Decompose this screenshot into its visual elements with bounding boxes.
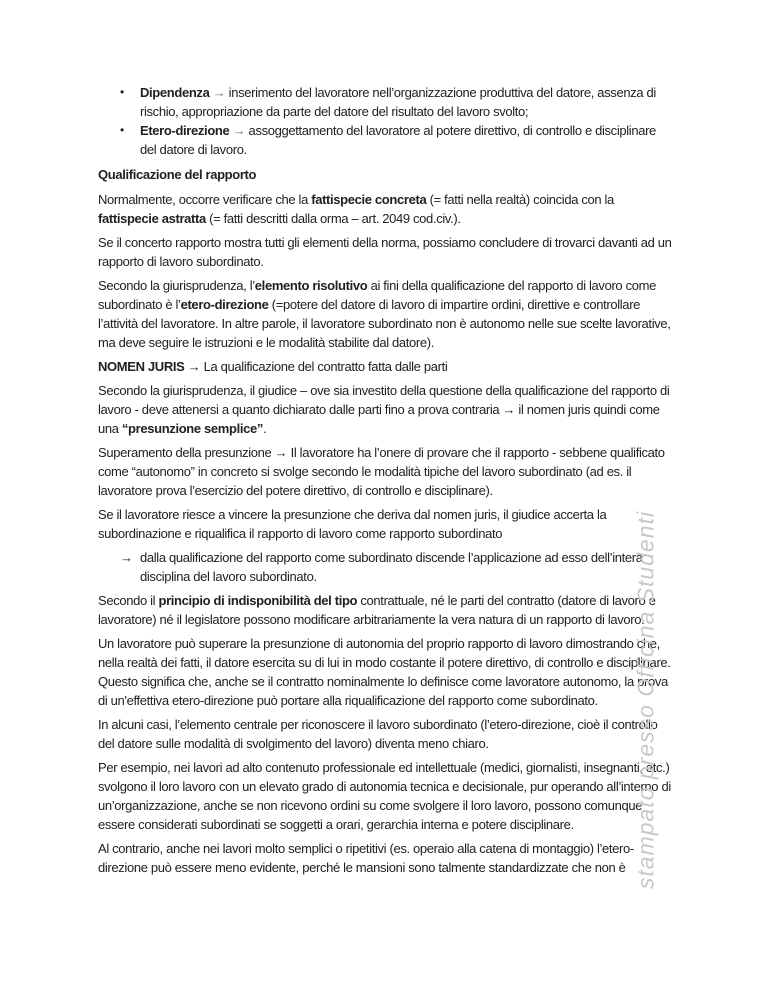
text-run: contrattuale, né le parti del contratto (datore di lavoro e lavoratore) né il legislatore possono modificare arbitrariamente la vera natura di un rapporto di lavoro. bbox=[98, 593, 656, 627]
paragraph bbox=[98, 276, 674, 352]
paragraph bbox=[98, 591, 674, 629]
text-run: Un lavoratore può superare la presunzione di autonomia del proprio rapporto di lavoro dimostrando che, nella realtà dei fatti, il datore esercita su di lui in modo costante il potere direttivo, di controllo e disciplinare. Questo significa che, anche se il contratto nominalmente lo definisce come lavoratore autonomo, la prova di un'effettiva etero-direzione può portare alla riqualificazione del rapporto come subordinato. bbox=[98, 636, 671, 708]
text-run: fattispecie concreta bbox=[311, 192, 427, 207]
text-run: Qualificazione del rapporto bbox=[98, 167, 257, 182]
text-run: dalla qualificazione del rapporto come subordinato discende l’applicazione ad esso dell’intera disciplina del lavoro subordinato. bbox=[140, 550, 643, 584]
text-run: Per esempio, nei lavori ad alto contenuto professionale ed intellettuale (medici, giornalisti, insegnanti, etc.) svolgono il loro lavoro con un elevato grado di autonomia tecnica e decisionale, pur operando all’interno di un’organizzazione, anche se non ricevono ordini su come svolgere il loro lavoro, possono comunque essere considerati subordinati se soggetti a orari, gerarchia interna e potere disciplinare. bbox=[98, 760, 671, 832]
bullet-item bbox=[98, 83, 674, 121]
text-run: Dipendenza bbox=[140, 85, 210, 100]
watermark: stampato presso Officina Studenti bbox=[632, 510, 659, 890]
text-run: → La qualificazione del contratto fatta dalle parti bbox=[184, 359, 448, 374]
text-run: (=potere del datore di lavoro di impartire ordini, direttive e controllare l’attività del lavoratore. In altre parole, il lavoratore subordinato non è autonomo nelle sue scelte lavorative, ma deve seguire le istruzioni e le modalità stabilite dal datore). bbox=[98, 297, 671, 350]
paragraph bbox=[98, 443, 674, 500]
bullet-item bbox=[98, 121, 674, 159]
text-run: Normalmente, occorre verificare che la bbox=[98, 192, 312, 207]
text-run: NOMEN JURIS bbox=[98, 359, 185, 374]
document-body bbox=[98, 83, 674, 882]
text-run: Secondo la giurisprudenza, il giudice – ove sia investito della questione della qualificazione del rapporto di lavoro - deve attenersi a quanto dichiarato dalle parti fino a prova contraria → il nomen juris quindi come una bbox=[98, 383, 670, 436]
text-run: etero-direzione bbox=[180, 297, 269, 312]
paragraph bbox=[98, 357, 674, 376]
paragraph bbox=[98, 233, 674, 271]
text-run: Se il lavoratore riesce a vincere la presunzione che deriva dal nomen juris, il giudice accerta la subordinazione e riqualifica il rapporto di lavoro come rapporto subordinato bbox=[98, 507, 607, 541]
text-run: . bbox=[263, 421, 267, 436]
text-run: principio di indisponibilità del tipo bbox=[158, 593, 358, 608]
text-run: “presunzione semplice” bbox=[121, 421, 264, 436]
arrow-item bbox=[98, 548, 674, 586]
text-run: Secondo la giurisprudenza, l’ bbox=[98, 278, 255, 293]
bullet-icon: • bbox=[120, 123, 124, 137]
text-run: (= fatti descritti dalla orma – art. 2049 cod.civ.). bbox=[205, 211, 461, 226]
text-run: Al contrario, anche nei lavori molto semplici o ripetitivi (es. operaio alla catena di montaggio) l’etero-direzione può essere meno evidente, perché le mansioni sono talmente standardizzate che non è bbox=[98, 841, 634, 875]
bullet-icon: • bbox=[120, 85, 124, 99]
text-run: fattispecie astratta bbox=[98, 211, 206, 226]
text-run: elemento risolutivo bbox=[254, 278, 368, 293]
text-run: (= fatti nella realtà) coincida con la bbox=[426, 192, 614, 207]
section-heading bbox=[98, 165, 674, 184]
text-run: → bbox=[212, 85, 226, 100]
paragraph bbox=[98, 381, 674, 438]
text-run: ai fini della qualificazione del rapporto di lavoro come subordinato è l’ bbox=[98, 278, 656, 312]
paragraph bbox=[98, 715, 674, 753]
arrow-icon: → bbox=[120, 550, 133, 565]
text-run: Etero-direzione bbox=[140, 123, 230, 138]
paragraph bbox=[98, 839, 674, 877]
text-run: Se il concerto rapporto mostra tutti gli elementi della norma, possiamo concludere di trovarci davanti ad un rapporto di lavoro subordinato. bbox=[98, 235, 672, 269]
text-run: assoggettamento del lavoratore al potere direttivo, di controllo e disciplinare del datore di lavoro. bbox=[140, 123, 656, 157]
text-run: inserimento del lavoratore nell’organizzazione produttiva del datore, assenza di rischio, appropriazione da parte del datore del risultato del lavoro svolto; bbox=[140, 85, 656, 119]
paragraph bbox=[98, 505, 674, 543]
text-run: Secondo il bbox=[98, 593, 159, 608]
text-run: → bbox=[232, 123, 246, 138]
paragraph bbox=[98, 634, 674, 710]
text-run: In alcuni casi, l’elemento centrale per riconoscere il lavoro subordinato (l’etero-direzione, cioè il controllo del datore sulle modalità di svolgimento del lavoro) diventa meno chiaro. bbox=[98, 717, 658, 751]
paragraph bbox=[98, 190, 674, 228]
paragraph bbox=[98, 758, 674, 834]
text-run: Superamento della presunzione → Il lavoratore ha l’onere di provare che il rapporto - sebbene qualificato come “autonomo” in concreto si svolge secondo le modalità tipiche del lavoro subordinato (ad es. il lavoratore prova l’esercizio del potere direttivo, di controllo e disciplinare). bbox=[98, 445, 665, 498]
